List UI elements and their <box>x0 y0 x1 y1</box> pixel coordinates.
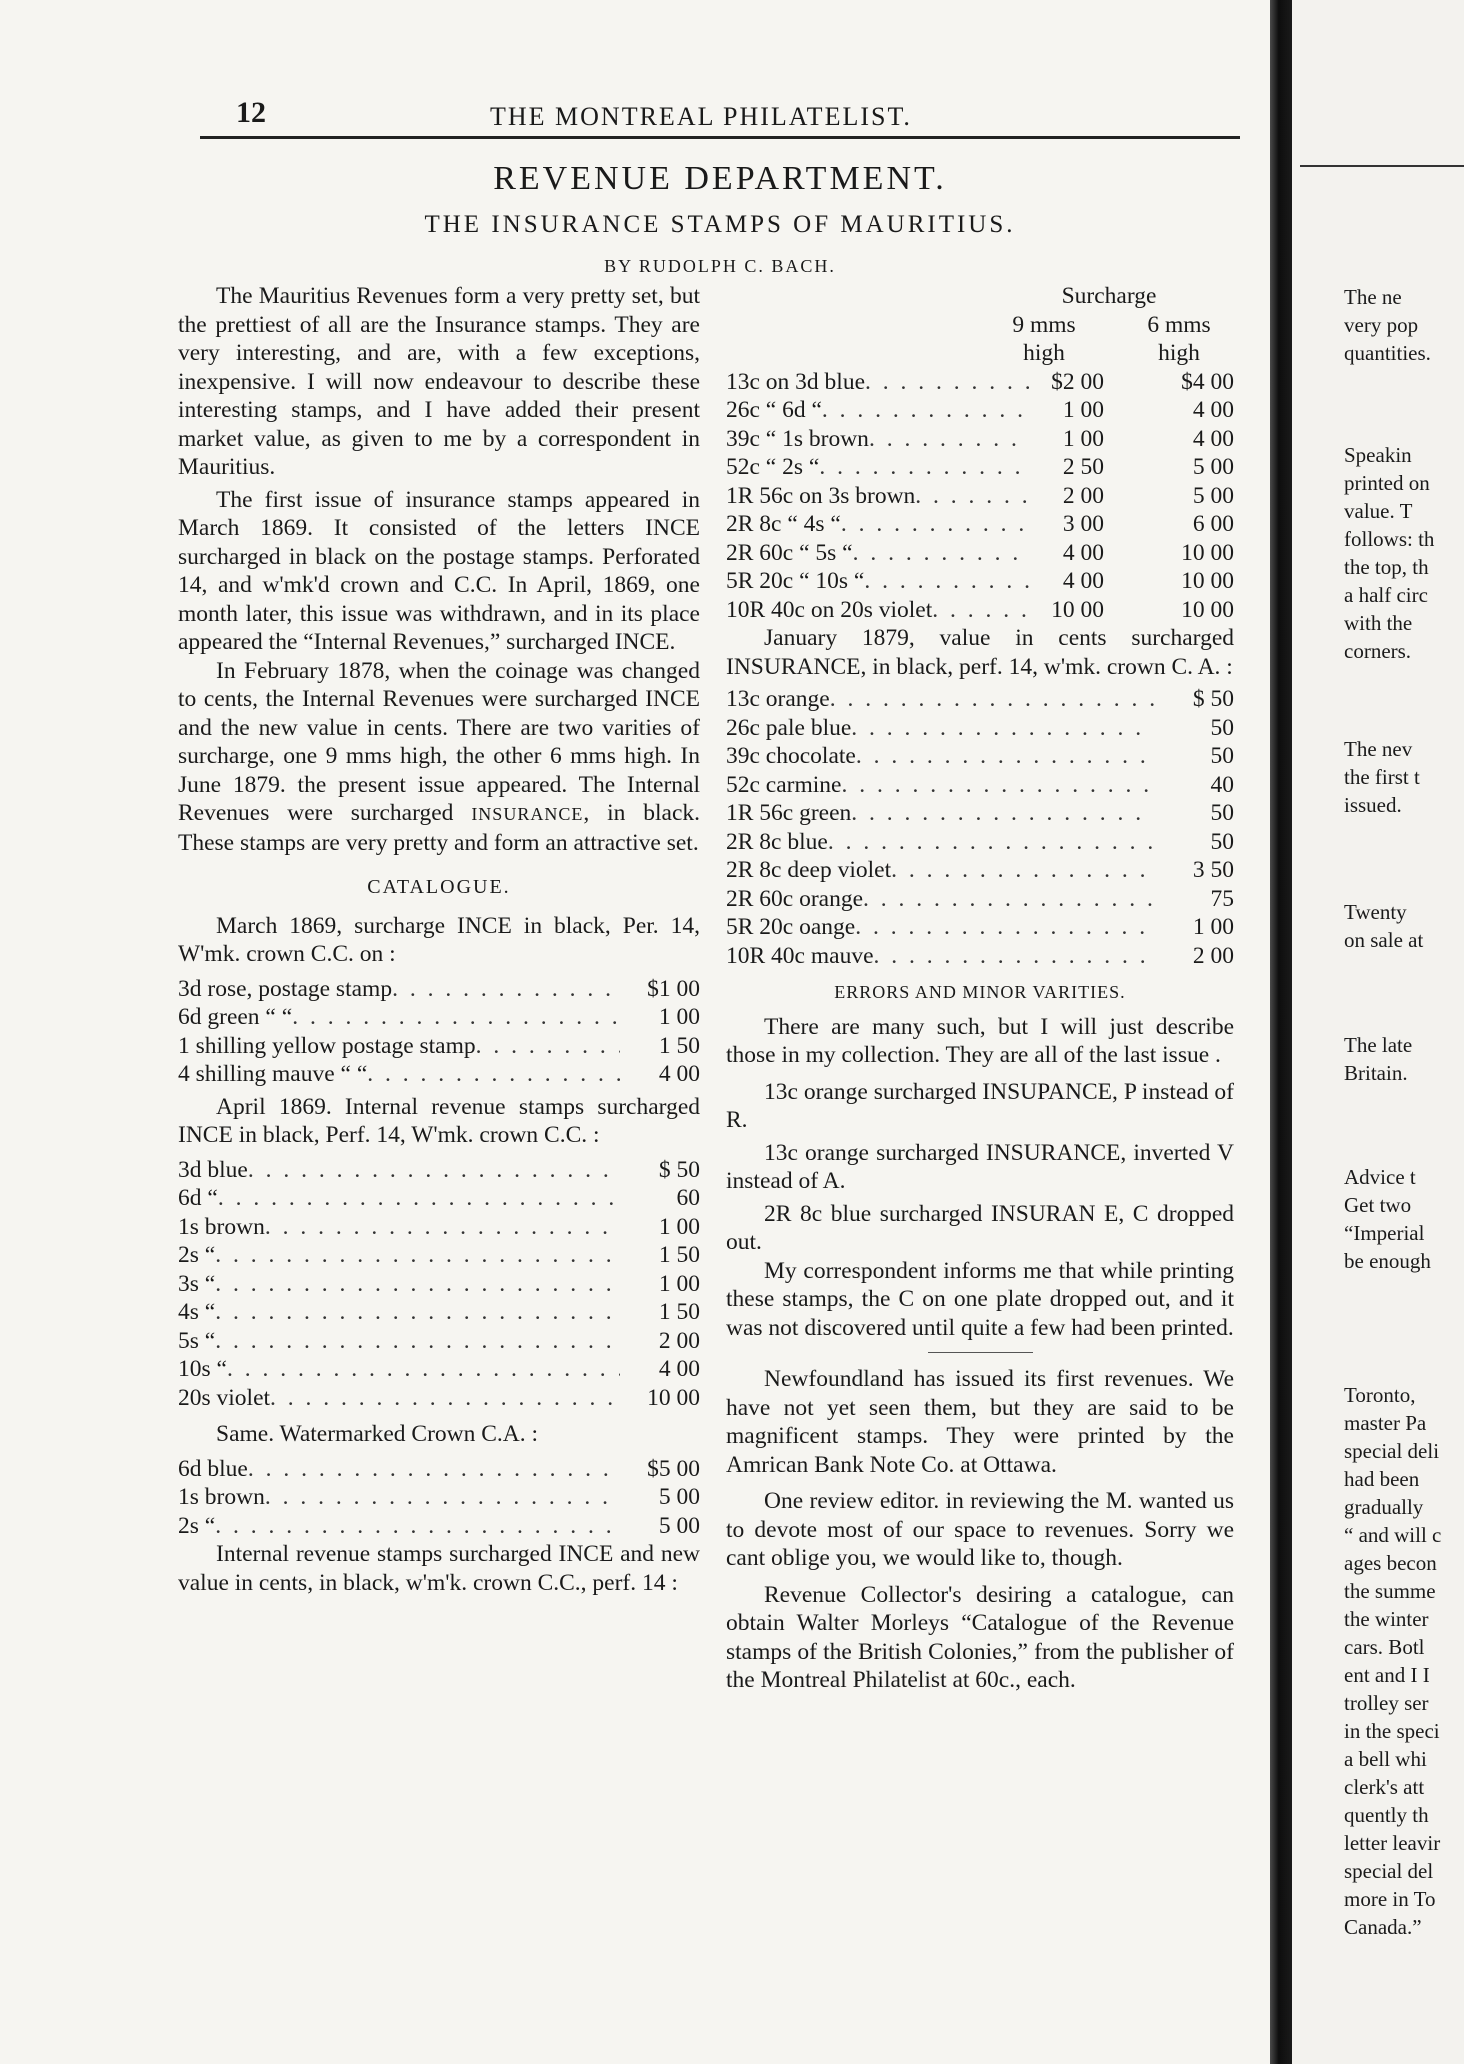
right-page-line: Toronto, <box>1344 1383 1416 1407</box>
col-9mm: 9 mms <box>1012 311 1076 338</box>
price-row <box>178 1241 700 1270</box>
price-9mm: 4 00 <box>1062 568 1104 594</box>
price-row <box>726 885 1234 914</box>
right-page-line: The late <box>1344 1033 1413 1057</box>
catalogue-1869-list <box>178 975 700 1089</box>
price-6mm: 4 00 <box>1192 397 1234 423</box>
stamp-price: 40 <box>1210 771 1234 798</box>
price-9mm: 2 50 <box>1062 454 1104 480</box>
stamp-label: 2R 60c “ 5s “ <box>726 539 853 566</box>
coinage-paragraph: In February 1878, when the coinage was changed to cents, the Internal Revenues were surcharged INCE and the new value in cents. There are two varities of surcharge, one 9 mms high, the other 6 mms high. In June 1879. the present issue appeared. The Internal Revenues were surcharged INSURANCE, in black. These stamps are very pretty and form an attractive set. <box>178 657 700 856</box>
right-page-line: the first t <box>1344 765 1420 789</box>
right-page-line: the top, th <box>1344 555 1429 579</box>
january-1879-paragraph: January 1879, value in cents surcharged INSURANCE, in black, perf. 14, w'mk. crown C. A. : <box>726 625 1234 680</box>
journal-title: THE MONTREAL PHILATELIST. <box>490 102 912 131</box>
leader-dots <box>215 1270 620 1299</box>
right-page-line: a half circ <box>1344 583 1428 607</box>
catalogue-april-intro: April 1869. Internal revenue stamps surcharged INCE in black, Perf. 14, W'mk. crown C.C. : <box>178 1093 700 1148</box>
stamp-price: $ 50 <box>658 1156 700 1183</box>
leader-dots <box>215 1327 620 1356</box>
price-9mm: $2 00 <box>1051 368 1104 395</box>
right-page-line: Canada.” <box>1344 1915 1422 1939</box>
right-page-line: ent and I I <box>1344 1663 1430 1687</box>
leader-dots <box>853 539 1029 568</box>
stamp-label: 39c chocolate <box>726 743 856 769</box>
surcharge-row <box>726 425 1234 454</box>
col-9mm-high: high <box>1023 340 1065 366</box>
right-page-line: issued. <box>1344 793 1402 817</box>
stamp-label: 26c “ 6d “ <box>726 397 822 423</box>
right-page-line: cars. Botl <box>1344 1635 1425 1659</box>
stamp-label: 5R 20c oange <box>726 914 856 940</box>
surcharge-row <box>726 396 1234 425</box>
catalogue-1869-intro: March 1869, surcharge INCE in black, Per. 14, W'mk. crown C.C. on : <box>178 912 700 967</box>
stamp-label: 3s “ <box>178 1270 216 1297</box>
right-page-line: trolley ser <box>1344 1691 1429 1715</box>
first-issue-paragraph: The first issue of insurance stamps appeared in March 1869. It consisted of the letters INCE surcharged in black on the postage stamps. Perforated 14, and w'mk'd crown and C.C. In April, 1869, one month later, this issue was withdrawn, and in its place appeared the “Internal Revenues,” surcharged INCE. <box>178 486 700 655</box>
price-9mm: 10 00 <box>1051 596 1104 623</box>
stamp-label: 4 shilling mauve “ “ <box>178 1061 368 1087</box>
price-row <box>178 1184 700 1213</box>
book-gutter <box>1270 0 1292 2064</box>
leader-dots <box>855 913 1154 942</box>
price-6mm: $4 00 <box>1181 368 1234 395</box>
leader-dots <box>863 885 1154 914</box>
right-page-line: the summe <box>1344 1579 1436 1603</box>
right-page-line: more in To <box>1344 1887 1436 1911</box>
stamp-label: 1 shilling yellow postage stamp <box>178 1032 476 1059</box>
catalogue-heading: CATALOGUE. <box>367 876 511 898</box>
leader-dots <box>864 567 1029 596</box>
price-9mm: 3 00 <box>1062 511 1104 537</box>
right-page-line: “ and will c <box>1344 1523 1442 1547</box>
right-page-line: Twenty <box>1344 900 1407 924</box>
leader-dots <box>822 396 1029 425</box>
right-page-line: The nev <box>1344 737 1413 761</box>
price-row <box>726 742 1234 771</box>
price-6mm: 10 00 <box>1181 539 1234 566</box>
price-row <box>178 1483 700 1512</box>
article-title: REVENUE DEPARTMENT. <box>493 160 947 197</box>
right-page-line: very pop <box>1344 313 1419 337</box>
leader-dots <box>270 1384 620 1413</box>
right-page-line: follows: th <box>1344 527 1435 551</box>
catalogue-ca-list <box>178 1455 700 1541</box>
article-byline: BY RUDOLPH C. BACH. <box>604 256 836 276</box>
leader-dots <box>248 1156 620 1185</box>
stamp-label: 13c orange <box>726 686 830 712</box>
errors-heading: ERRORS AND MINOR VARITIES. <box>834 982 1126 1002</box>
stamp-price: 50 <box>1210 714 1234 741</box>
stamp-price: 1 00 <box>658 1270 700 1297</box>
right-page-line: on sale at <box>1344 928 1424 952</box>
stamp-price: 75 <box>1210 885 1234 912</box>
leader-dots <box>292 1003 620 1032</box>
leader-dots <box>215 1512 620 1541</box>
leader-dots <box>856 742 1154 771</box>
leader-dots <box>851 714 1154 743</box>
surcharge-row <box>726 453 1234 482</box>
stamp-price: 1 00 <box>1192 914 1234 940</box>
errors-paragraph: There are many such, but I will just describe those in my collection. They are all of the last issue . <box>726 1013 1234 1068</box>
surcharge-row <box>726 539 1234 568</box>
stamp-label: 6d blue <box>178 1455 248 1482</box>
stamp-price: 5 00 <box>658 1484 700 1510</box>
stamp-price: 60 <box>676 1185 700 1211</box>
stamp-price: $1 00 <box>647 975 700 1002</box>
leader-dots <box>869 425 1029 454</box>
stamp-label: 10R 40c on 20s violet <box>726 596 933 623</box>
leader-dots <box>841 510 1029 539</box>
leader-dots <box>841 771 1154 800</box>
right-page-line: Speakin <box>1344 443 1412 467</box>
leader-dots <box>367 1060 620 1089</box>
leader-dots <box>392 975 620 1004</box>
right-page-line: printed on <box>1344 471 1430 495</box>
surcharge-row <box>726 510 1234 539</box>
stamp-price: 1 00 <box>658 1004 700 1030</box>
stamp-price: 10 00 <box>647 1384 700 1411</box>
error-item: 13c orange surcharged INSURANCE, inverted V instead of A. <box>726 1139 1234 1194</box>
price-9mm: 4 00 <box>1062 539 1104 566</box>
col-6mm-high: high <box>1158 340 1200 366</box>
right-page-line: be enough <box>1344 1249 1431 1273</box>
leader-dots <box>215 1298 620 1327</box>
stamp-label: 26c pale blue <box>726 714 852 741</box>
stamp-label: 13c on 3d blue <box>726 368 866 395</box>
right-page <box>1292 0 1464 2064</box>
review-paragraph: One review editor. in reviewing the M. wanted us to devote most of our space to revenues. Sorry we cant oblige you, we would like to, though. <box>726 1488 1234 1571</box>
stamp-label: 10s “ <box>178 1356 227 1382</box>
header-rule <box>200 136 1240 139</box>
stamp-price: 50 <box>1210 743 1234 769</box>
leader-dots <box>248 1455 620 1484</box>
stamp-price: 1 50 <box>658 1032 700 1059</box>
page-number: 12 <box>236 96 266 129</box>
stamp-price: 2 00 <box>1192 942 1234 969</box>
price-row <box>726 913 1234 942</box>
surcharge-heading: Surcharge <box>1061 283 1157 309</box>
intro-paragraph: The Mauritius Revenues form a very pretty set, but the prettiest of all are the Insurance stamps. They are very interesting, and are, with a few exceptions, inexpensive. I will now endeavour to describe these interesting stamps, and I have added their present market value, as given to me by a correspondent in Mauritius. <box>178 283 700 480</box>
price-row <box>178 975 700 1004</box>
right-page-line: Advice t <box>1344 1165 1416 1189</box>
collector-paragraph: Revenue Collector's desiring a catalogue, can obtain Walter Morleys “Catalogue of the Revenue stamps of the British Colonies,” from the publisher of the Montreal Philatelist at 60c., each. <box>726 1581 1234 1693</box>
stamp-label: 52c “ 2s “ <box>726 454 820 480</box>
stamp-label: 2s “ <box>178 1512 216 1539</box>
left-column <box>178 282 700 1597</box>
price-row <box>726 771 1234 800</box>
price-row <box>178 1512 700 1541</box>
price-6mm: 5 00 <box>1192 482 1234 509</box>
stamp-label: 2R 8c deep violet <box>726 857 892 883</box>
leader-dots <box>830 685 1154 714</box>
surcharge-high-header <box>726 339 1234 368</box>
stamp-price: 5 00 <box>658 1512 700 1539</box>
stamp-label: 4s “ <box>178 1299 216 1325</box>
price-6mm: 4 00 <box>1192 425 1234 452</box>
right-page-rule <box>1300 165 1464 167</box>
stamp-price: 4 00 <box>658 1356 700 1382</box>
stamp-price: 3 50 <box>1192 857 1234 883</box>
price-row <box>726 942 1234 971</box>
stamp-label: 2R 8c “ 4s “ <box>726 511 841 537</box>
leader-dots <box>265 1213 620 1242</box>
stamp-price: $ 50 <box>1192 686 1234 712</box>
surcharge-row <box>726 596 1234 625</box>
section-divider <box>928 1352 1033 1353</box>
right-page-line: “Imperial <box>1344 1221 1425 1245</box>
price-6mm: 10 00 <box>1181 596 1234 623</box>
price-row <box>178 1003 700 1032</box>
stamp-label: 2R 8c blue <box>726 828 828 855</box>
right-page-line: gradually <box>1344 1495 1424 1519</box>
stamp-label: 6d green “ “ <box>178 1004 293 1030</box>
right-column <box>726 282 1234 1695</box>
article-subtitle: THE INSURANCE STAMPS OF MAURITIUS. <box>424 211 1016 238</box>
price-row <box>726 828 1234 857</box>
right-page-line: letter leavir <box>1344 1831 1441 1855</box>
stamp-label: 1s brown <box>178 1213 265 1240</box>
price-row <box>178 1455 700 1484</box>
stamp-price: 1 00 <box>658 1213 700 1240</box>
price-row <box>178 1270 700 1299</box>
price-row <box>726 714 1234 743</box>
stamp-label: 2R 60c orange <box>726 885 864 912</box>
stamp-label: 39c “ 1s brown <box>726 425 869 452</box>
stamp-price: 50 <box>1210 800 1234 826</box>
right-page-line: had been <box>1344 1467 1420 1491</box>
price-9mm: 1 00 <box>1062 397 1104 423</box>
stamp-price: 2 00 <box>658 1327 700 1354</box>
right-page-line: value. T <box>1344 499 1413 523</box>
error-item: 2R 8c blue surcharged INSURAN E, C dropped out. <box>726 1200 1234 1255</box>
price-row <box>178 1384 700 1413</box>
stamp-price: 1 50 <box>658 1299 700 1325</box>
leader-dots <box>932 596 1029 625</box>
price-row <box>178 1156 700 1185</box>
price-9mm: 2 00 <box>1062 482 1104 509</box>
right-page-line: special deli <box>1344 1439 1440 1463</box>
surcharge-row <box>726 482 1234 511</box>
stamp-label: 5R 20c “ 10s “ <box>726 568 865 594</box>
stamp-label: 10R 40c mauve <box>726 942 874 969</box>
january-1879-list <box>726 685 1234 970</box>
error-item: 13c orange surcharged INSUPANCE, P instead of R. <box>726 1078 1234 1133</box>
catalogue-april-list <box>178 1156 700 1413</box>
surcharge-row <box>726 567 1234 596</box>
right-page-line: The ne <box>1344 285 1402 309</box>
price-row <box>178 1355 700 1384</box>
price-9mm: 1 00 <box>1062 425 1104 452</box>
stamp-label: 2s “ <box>178 1242 216 1268</box>
stamp-price: $5 00 <box>647 1455 700 1482</box>
catalogue-ca-intro: Same. Watermarked Crown C.A. : <box>216 1421 539 1447</box>
right-page-line: the winter <box>1344 1607 1429 1631</box>
leader-dots <box>218 1184 620 1213</box>
price-row <box>178 1213 700 1242</box>
leader-dots <box>215 1241 620 1270</box>
stamp-price: 50 <box>1210 828 1234 855</box>
leader-dots <box>915 482 1029 511</box>
right-page-line: clerk's att <box>1344 1775 1425 1799</box>
leader-dots <box>227 1355 620 1384</box>
leader-dots <box>828 828 1154 857</box>
running-header <box>200 96 1235 136</box>
col-6mm: 6 mms <box>1147 311 1211 338</box>
price-row <box>726 799 1234 828</box>
right-page-line: a bell whi <box>1344 1747 1427 1771</box>
right-page-line: Britain. <box>1344 1061 1408 1085</box>
stamp-label: 1s brown <box>178 1484 265 1510</box>
right-page-line: corners. <box>1344 639 1412 663</box>
right-page-line: ages becon <box>1344 1551 1437 1575</box>
right-page-line: special del <box>1344 1859 1434 1883</box>
price-row <box>178 1298 700 1327</box>
leader-dots <box>476 1032 620 1061</box>
correspondent-paragraph: My correspondent informs me that while printing these stamps, the C on one plate dropped out, and it was not discovered until quite a few had been printed. <box>726 1257 1234 1341</box>
stamp-label: 1R 56c on 3s brown <box>726 482 916 509</box>
stamp-label: 3d rose, postage stamp <box>178 975 393 1002</box>
stamp-label: 1R 56c green <box>726 800 852 826</box>
price-row <box>726 685 1234 714</box>
price-row <box>178 1327 700 1356</box>
price-6mm: 10 00 <box>1181 568 1234 594</box>
stamp-label: 52c carmine <box>726 771 842 798</box>
right-page-line: master Pa <box>1344 1411 1427 1435</box>
surcharge-size-header <box>726 311 1234 340</box>
surcharge-row <box>726 368 1234 397</box>
surcharge-list <box>726 368 1234 625</box>
leader-dots <box>265 1483 620 1512</box>
stamp-price: 1 50 <box>658 1242 700 1268</box>
price-row <box>178 1060 700 1089</box>
leader-dots <box>851 799 1154 828</box>
stamp-label: 6d “ <box>178 1185 218 1211</box>
catalogue-cents-intro: Internal revenue stamps surcharged INCE and new value in cents, in black, w'm'k. crown C.C., perf. 14 : <box>178 1541 700 1596</box>
stamp-price: 4 00 <box>658 1061 700 1087</box>
leader-dots <box>865 368 1029 397</box>
right-page-line: Get two <box>1344 1193 1412 1217</box>
surcharge-header <box>726 282 1234 311</box>
price-6mm: 6 00 <box>1192 511 1234 537</box>
newfoundland-paragraph: Newfoundland has issued its first revenues. We have not yet seen them, but they are said to be magnificent stamps. They were printed by the Amrican Bank Note Co. at Ottawa. <box>726 1366 1234 1478</box>
price-row <box>726 856 1234 885</box>
right-page-line: in the speci <box>1344 1719 1440 1743</box>
leader-dots <box>819 453 1029 482</box>
right-page-line: quently th <box>1344 1803 1429 1827</box>
right-page-line: quantities. <box>1344 341 1431 365</box>
stamp-label: 5s “ <box>178 1327 216 1354</box>
right-page-line: with the <box>1344 611 1413 635</box>
stamp-label: 3d blue <box>178 1156 248 1183</box>
stamp-label: 20s violet <box>178 1384 271 1411</box>
leader-dots <box>874 942 1155 971</box>
leader-dots <box>891 856 1154 885</box>
price-row <box>178 1032 700 1061</box>
price-6mm: 5 00 <box>1192 454 1234 480</box>
